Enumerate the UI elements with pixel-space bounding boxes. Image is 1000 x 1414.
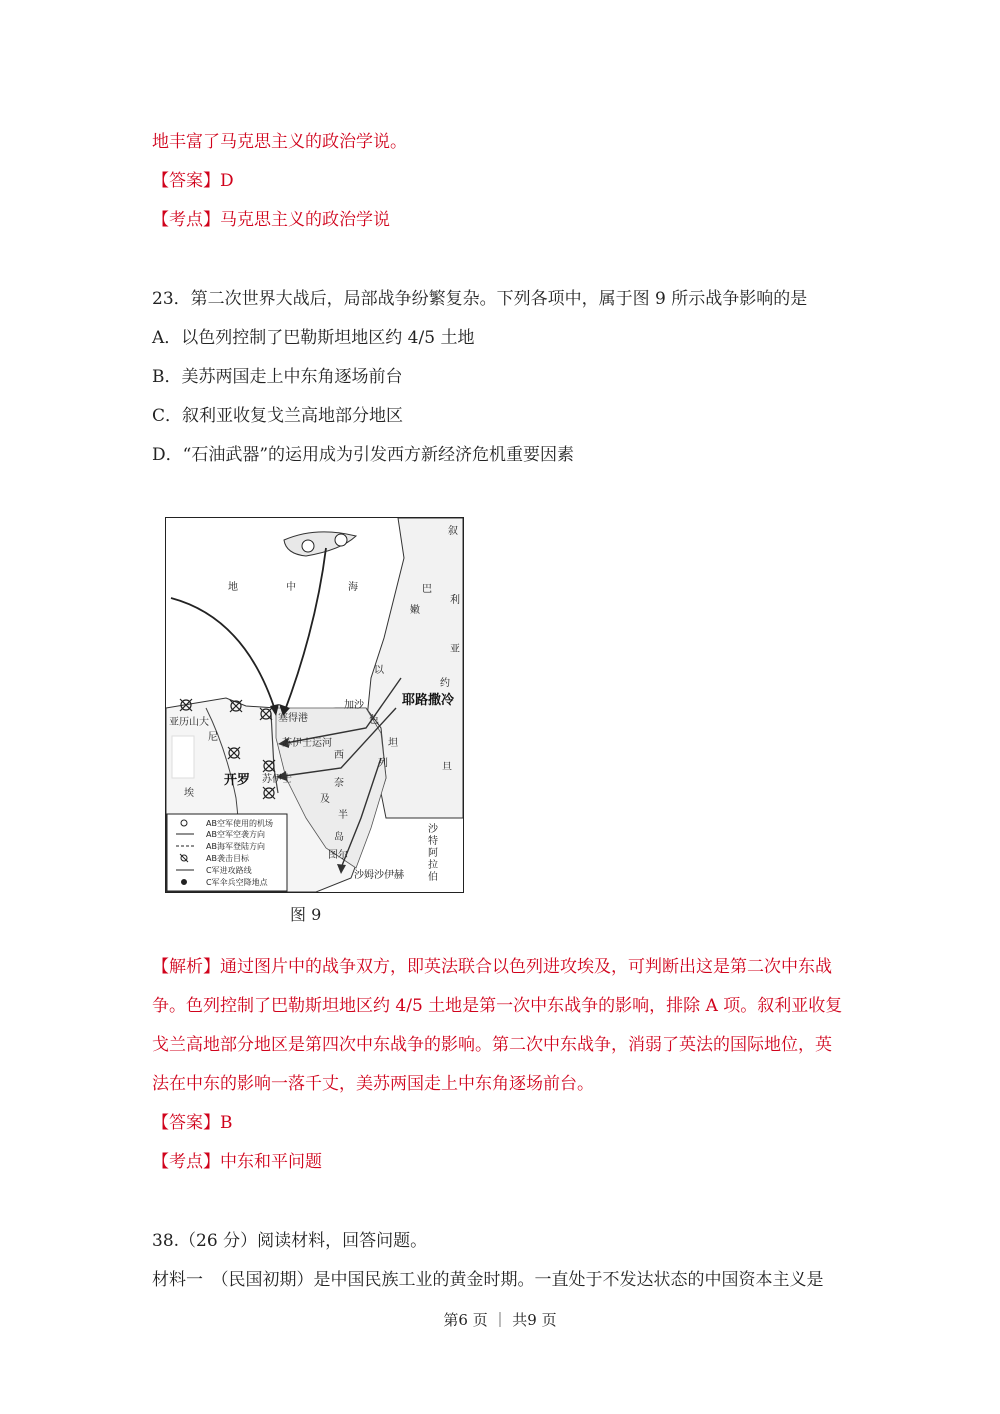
- map-label-lebanon: 巴: [422, 584, 432, 595]
- map-label-syria: 利: [450, 595, 460, 606]
- map-label-cairo: 开罗: [224, 773, 251, 788]
- answer-value: D: [220, 171, 234, 191]
- war-map-svg: [166, 518, 463, 892]
- map-label-egypt: 埃: [184, 788, 194, 799]
- map-label-israel: 以: [374, 665, 384, 676]
- map-label-syria: 亚: [450, 644, 460, 655]
- map-label-sinai: 半: [338, 810, 348, 821]
- map-label-sharm: 沙姆沙伊赫: [354, 870, 404, 881]
- map-label-israel: 列: [378, 758, 388, 769]
- map-label-saudi: 特: [428, 836, 438, 847]
- map-label-saudi: 伯: [428, 872, 438, 883]
- q23-answer: [152, 1111, 233, 1135]
- legend-item: AB空军使用的机场: [206, 819, 273, 828]
- blank-patch: [172, 736, 194, 778]
- legend-item: C军进攻路线: [206, 866, 252, 875]
- answer-value: B: [220, 1113, 233, 1133]
- q23-option-d: D．“石油武器”的运用成为引发西方新经济危机重要因素: [152, 445, 575, 465]
- q23-option-b: B．美苏两国走上中东角逐场前台: [152, 367, 403, 387]
- map-label-israel: 色: [369, 715, 379, 726]
- map-label-jordan: 旦: [442, 762, 452, 773]
- point-value: 马克思主义的政治学说: [220, 210, 390, 230]
- legend-item: C军伞兵空降地点: [206, 878, 268, 887]
- q23-option-c: C．叙利亚收复戈兰高地部分地区: [152, 406, 404, 426]
- legend-item: AB空军空袭方向: [206, 830, 265, 839]
- map-label-tor: 图尔: [328, 850, 348, 861]
- map-label-egypt: 及: [320, 794, 330, 805]
- war-map-figure: [165, 517, 464, 893]
- air-attack-arrow-1: [171, 598, 276, 713]
- map-label-lebanon: 嫩: [410, 605, 420, 616]
- analysis-label: 【解析】: [152, 957, 220, 977]
- map-label-sinai: 奈: [334, 778, 344, 789]
- legend-item: AB袭击目标: [206, 854, 249, 863]
- q23-analysis-line-4: 法在中东的影响一落千丈，美苏两国走上中东角逐场前台。: [152, 1074, 594, 1094]
- q23-analysis-line-3: 戈兰高地部分地区是第四次中东战争的影响。第二次中东战争，消弱了英法的国际地位，英: [152, 1035, 832, 1055]
- air-attack-arrow-2: [284, 548, 326, 713]
- map-label-suez-canal: 苏伊士运河: [282, 738, 332, 749]
- prev-question-tail: 地丰富了马克思主义的政治学说。: [152, 132, 407, 152]
- q23-point: [152, 1150, 322, 1174]
- map-label-syria: 叙: [448, 526, 458, 537]
- answer-label: 【答案】: [152, 1113, 220, 1133]
- page-footer: 第6 页 ｜ 共9 页: [443, 1311, 557, 1329]
- map-label-suez: 苏伊士: [262, 774, 292, 785]
- legend-item: AB海军登陆方向: [206, 842, 265, 851]
- figure-caption: 图 9: [290, 905, 322, 924]
- analysis-text: 通过图片中的战争双方，即英法联合以色列进攻埃及，可判断出这是第二次中东战: [220, 957, 832, 977]
- map-label-palestine: 坦: [388, 738, 398, 749]
- map-label-gaza: 加沙: [344, 700, 364, 711]
- map-label-nile: 尼: [208, 732, 218, 743]
- map-label-sinai: 西: [334, 750, 344, 761]
- prev-point: [152, 208, 390, 232]
- map-label-jordan: 约: [440, 678, 450, 689]
- map-label-saudi: 沙: [428, 824, 438, 835]
- point-label: 【考点】: [152, 210, 220, 230]
- airport-icon: [302, 540, 314, 552]
- point-label: 【考点】: [152, 1152, 220, 1172]
- map-label-saudi: 阿: [428, 848, 438, 859]
- point-value: 中东和平问题: [220, 1152, 322, 1172]
- q38-stem: 38.（26 分）阅读材料，回答问题。: [152, 1231, 428, 1251]
- q23-analysis-line-1: [152, 955, 832, 979]
- prev-answer: [152, 169, 234, 193]
- map-label-sea: 中: [286, 582, 296, 593]
- q23-option-a: A．以色列控制了巴勒斯坦地区约 4/5 土地: [152, 328, 475, 348]
- map-label-alexandria: 亚历山大: [169, 717, 209, 728]
- q38-material: 材料一 （民国初期）是中国民族工业的黄金时期。一直处于不发达状态的中国资本主义是: [152, 1270, 824, 1290]
- map-label-sea: 海: [348, 582, 358, 593]
- map-label-jerusalem: 耶路撒冷: [402, 693, 455, 708]
- q23-analysis-line-2: 争。色列控制了巴勒斯坦地区约 4/5 土地是第一次中东战争的影响，排除 A 项。叙利亚收复: [152, 996, 843, 1016]
- map-label-saudi: 拉: [428, 860, 438, 871]
- map-label-port-said: 塞得港: [278, 713, 308, 724]
- map-label-sinai: 岛: [334, 832, 344, 843]
- answer-label: 【答案】: [152, 171, 220, 191]
- map-label-sea: 地: [228, 582, 238, 593]
- q23-stem: 23．第二次世界大战后，局部战争纷繁复杂。下列各项中，属于图 9 所示战争影响的是: [152, 289, 808, 309]
- airport-icon: [335, 534, 347, 546]
